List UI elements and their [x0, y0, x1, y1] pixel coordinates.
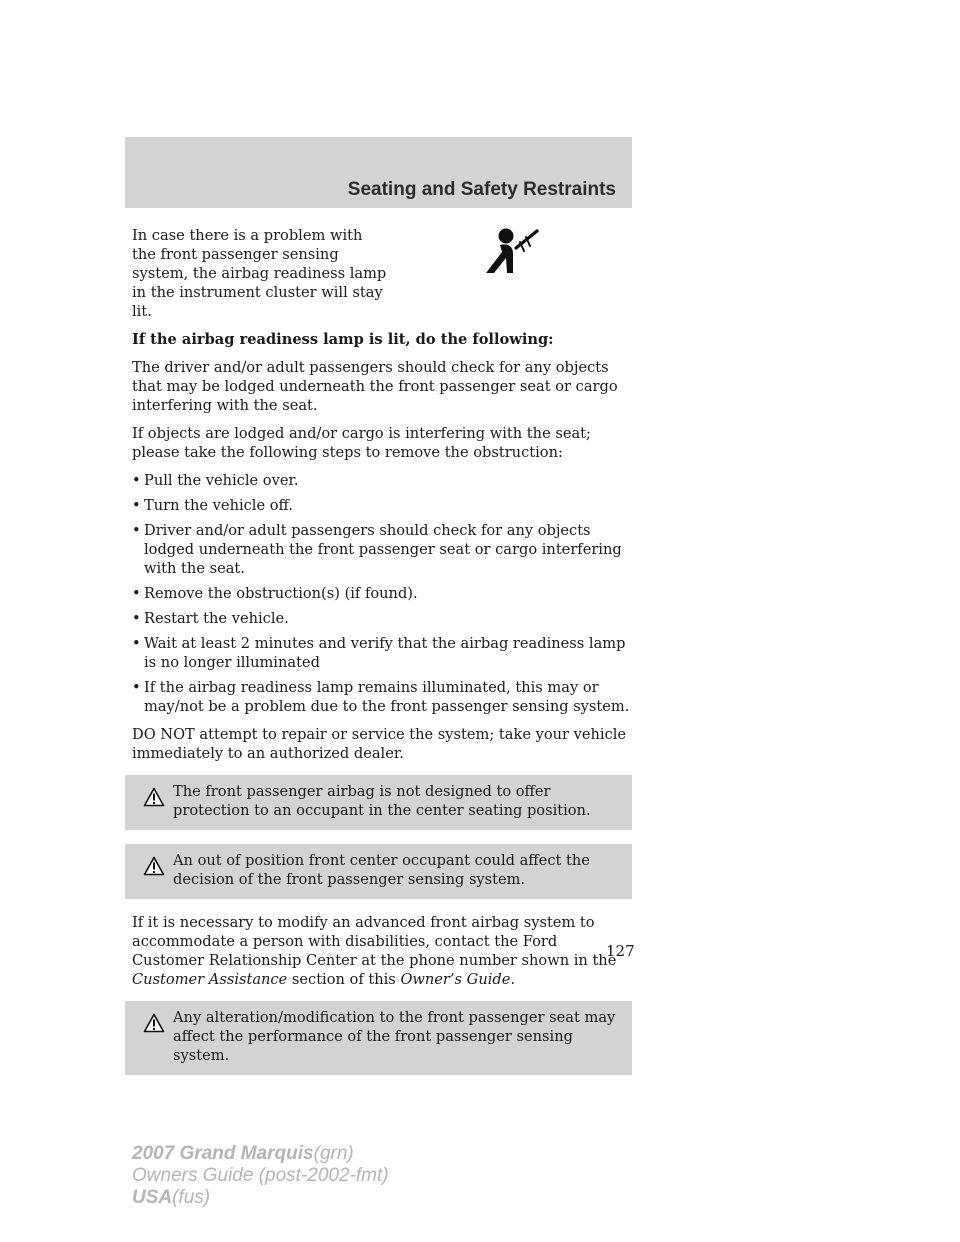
list-item [132, 496, 632, 515]
footer-line: 2007 Grand Marquis(grn) [132, 1143, 354, 1164]
list-item [132, 471, 632, 490]
warning-triangle-icon [143, 856, 165, 876]
warning-triangle-icon [143, 1013, 165, 1033]
warning-box [125, 775, 632, 830]
step-text: Remove the obstruction(s) (if found). [144, 585, 418, 602]
list-item [132, 678, 632, 716]
step-text: Restart the vehicle. [144, 610, 289, 627]
bullet: • [132, 522, 141, 539]
paragraph-modify: If it is necessary to modify an advanced front airbag system to accommodate a person with disabilities, contact the Ford Customer Relationship Center at the phone number shown in the Customer Assistance section of this Owner’s Guide. [132, 914, 617, 988]
section-header [125, 137, 632, 208]
step-text: Turn the vehicle off. [144, 497, 294, 514]
list-item [132, 634, 632, 672]
bullet: • [132, 610, 141, 627]
intro-block [132, 226, 632, 321]
section-title: Seating and Safety Restraints [347, 179, 616, 200]
footer-info [132, 1143, 389, 1209]
paragraph-steps-intro: If objects are lodged and/or cargo is interfering with the seat; please take the following steps to remove the obstruction: [132, 425, 591, 461]
bullet: • [132, 472, 141, 489]
airbag-readiness-icon [480, 226, 542, 278]
footer-line: Owners Guide (post-2002-fmt) [132, 1165, 389, 1186]
warning-box [125, 1001, 632, 1075]
page-number: 127 [606, 942, 635, 960]
warning-text: Any alteration/modification to the front passenger seat may affect the performance of the front passenger sensing system. [173, 1009, 616, 1064]
customer-assistance-ref: Customer Assistance [132, 971, 288, 988]
bullet: • [132, 679, 141, 696]
bullet: • [132, 635, 141, 652]
paragraph-do-not: DO NOT attempt to repair or service the system; take your vehicle immediately to an authorized dealer. [132, 726, 627, 762]
warning-text: The front passenger airbag is not designed to offer protection to an occupant in the center seating position. [173, 783, 591, 819]
paragraph-check: The driver and/or adult passengers should check for any objects that may be lodged underneath the front passenger seat or cargo interfering with the seat. [132, 359, 618, 414]
list-item [132, 609, 632, 628]
bullet: • [132, 585, 141, 602]
lamp-heading: If the airbag readiness lamp is lit, do the following: [132, 331, 554, 348]
warning-box [125, 844, 632, 899]
step-text: Wait at least 2 minutes and verify that the airbag readiness lamp is no longer illuminated [144, 635, 626, 671]
bullet: • [132, 497, 141, 514]
intro-text: In case there is a problem with the front passenger sensing system, the airbag readiness lamp in the instrument cluster will stay lit. [132, 227, 387, 320]
step-text: Pull the vehicle over. [144, 472, 299, 489]
list-item [132, 584, 632, 603]
owners-guide-ref: Owner’s Guide [400, 971, 511, 988]
warning-text: An out of position front center occupant could affect the decision of the front passenger sensing system. [173, 852, 590, 888]
steps-list [132, 471, 632, 716]
warning-triangle-icon [143, 787, 165, 807]
footer-line: USA(fus) [132, 1187, 211, 1208]
list-item [132, 521, 632, 578]
step-text: If the airbag readiness lamp remains illuminated, this may or may/not be a problem due to the front passenger sensing system. [144, 679, 630, 715]
step-text: Driver and/or adult passengers should check for any objects lodged underneath the front passenger seat or cargo interfering with the seat. [144, 522, 622, 577]
page-content [132, 226, 632, 1089]
